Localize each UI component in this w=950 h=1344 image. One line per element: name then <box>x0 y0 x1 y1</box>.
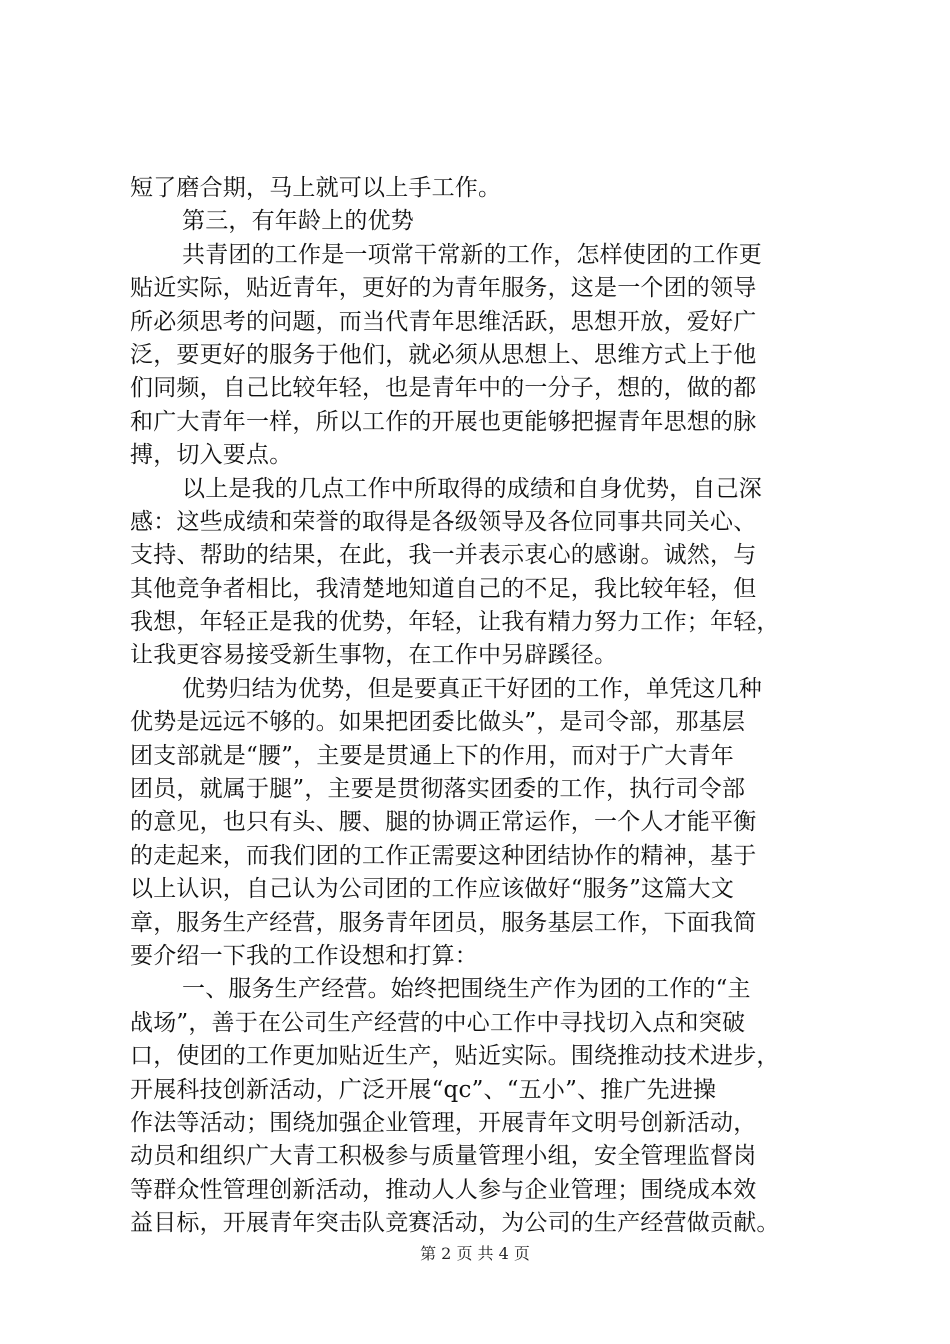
text-line: 要介绍一下我的工作设想和打算： <box>130 942 478 969</box>
document-body <box>130 172 836 1241</box>
text-line: 我想，年轻正是我的优势，年轻，让我有精力努力工作；年轻， <box>130 609 780 636</box>
text-line: 作法等活动；围绕加强企业管理，开展青年文明号创新活动， <box>130 1109 757 1136</box>
text-line: 以上认识，自己认为公司团的工作应该做好“服务”这篇大文 <box>130 876 734 903</box>
text-line: 优势是远远不够的。如果把团委比做头”，是司令部，那基层 <box>130 709 746 736</box>
text-line: 章，服务生产经营，服务青年团员，服务基层工作，下面我简 <box>130 909 757 936</box>
text-line: 第三，有年龄上的优势 <box>182 208 414 235</box>
text-line: 团员，就属于腿”，主要是贯彻落实团委的工作，执行司令部 <box>130 776 746 803</box>
text-line: 的走起来，而我们团的工作正需要这种团结协作的精神，基于 <box>130 842 757 869</box>
text-line: 口，使团的工作更加贴近生产，贴近实际。围绕推动技术进步， <box>130 1043 780 1070</box>
text-line: 战场”，善于在公司生产经营的中心工作中寻找切入点和突破 <box>130 1009 746 1036</box>
text-line: 一、服务生产经营。始终把围绕生产作为团的工作的“主 <box>182 976 751 1003</box>
text-line: 开展科技创新活动，广泛开展“qc”、“五小”、推广先进操 <box>130 1076 717 1103</box>
text-line: 短了磨合期，马上就可以上手工作。 <box>130 175 502 201</box>
text-line: 以上是我的几点工作中所取得的成绩和自身优势，自己深 <box>182 475 762 502</box>
text-line: 益目标，开展青年突击队竞赛活动，为公司的生产经营做贡献。 <box>130 1210 780 1237</box>
text-line: 搏，切入要点。 <box>130 442 293 469</box>
text-line: 动员和组织广大青工积极参与质量管理小组，安全管理监督岗 <box>130 1143 757 1170</box>
page-footer: 第 2 页 共 4 页 <box>420 1244 530 1263</box>
text-line: 感：这些成绩和荣誉的取得是各级领导及各位同事共同关心、 <box>130 508 757 535</box>
text-line: 泛，要更好的服务于他们，就必须从思想上、思维方式上于他 <box>130 341 757 368</box>
text-line: 让我更容易接受新生事物，在工作中另辟蹊径。 <box>130 642 618 669</box>
text-line: 共青团的工作是一项常干常新的工作，怎样使团的工作更 <box>182 241 762 268</box>
text-line: 和广大青年一样，所以工作的开展也更能够把握青年思想的脉 <box>130 408 757 435</box>
text-line: 们同频，自己比较年轻，也是青年中的一分子，想的，做的都 <box>130 375 757 402</box>
text-line: 的意见，也只有头、腰、腿的协调正常运作，一个人才能平衡 <box>130 809 757 836</box>
text-line: 贴近实际，贴近青年，更好的为青年服务，这是一个团的领导 <box>130 275 757 302</box>
text-line: 团支部就是“腰”，主要是贯通上下的作用，而对于广大青年 <box>130 742 734 769</box>
text-line: 所必须思考的问题，而当代青年思维活跃，思想开放，爱好广 <box>130 308 757 335</box>
text-line: 等群众性管理创新活动，推动人人参与企业管理；围绕成本效 <box>130 1176 757 1203</box>
text-line: 支持、帮助的结果，在此，我一并表示衷心的感谢。诚然，与 <box>130 542 757 569</box>
text-line: 其他竞争者相比，我清楚地知道自己的不足，我比较年轻，但 <box>130 575 757 602</box>
text-line: 优势归结为优势，但是要真正干好团的工作，单凭这几种 <box>182 675 762 702</box>
